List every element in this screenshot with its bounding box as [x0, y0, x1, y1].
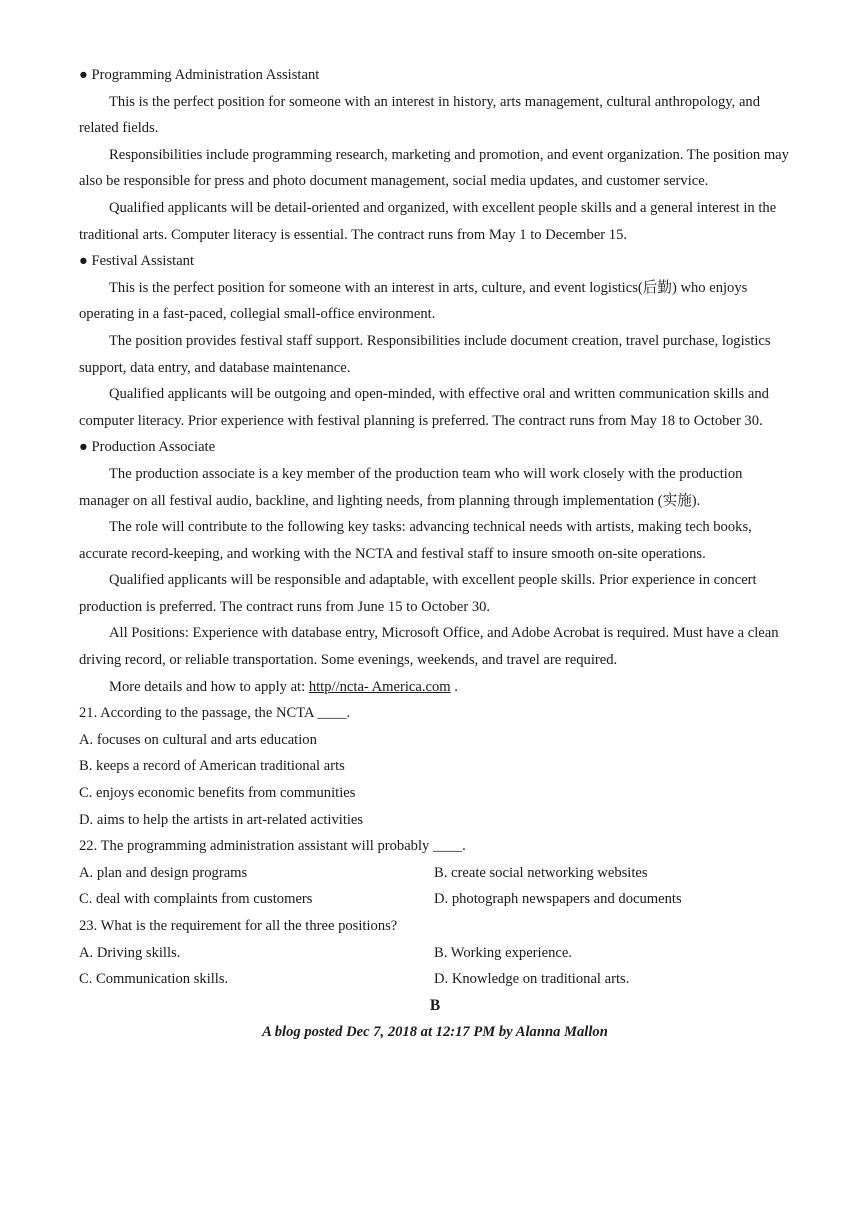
question-stem: 22. The programming administration assistant will probably ____. [79, 838, 466, 855]
question-stem: 23. What is the requirement for all the three positions? [79, 918, 398, 934]
all-positions-note: All Positions: Experience with database entry, Microsoft Office, and Adobe Acrobat is required. Must have a clean driving record, or reliable transportation. Some evenings, weekends, and travel are required. [79, 625, 779, 669]
option-row [79, 940, 791, 967]
position-paragraph: This is the perfect position for someone with an interest in arts, culture, and event logistics(后勤) who enjoys operating in a fast-paced, collegial small-office environment. [79, 279, 748, 323]
position-paragraph: This is the perfect position for someone with an interest in history, arts management, cultural anthropology, and related fields. [79, 93, 761, 137]
document-page [79, 62, 791, 1046]
question-22 [79, 833, 791, 913]
question-option: B. create social networking websites [434, 864, 648, 881]
position-paragraph: Responsibilities include programming research, marketing and promotion, and event organization. The position may also be responsible for press and photo document management, social media updates, and customer service. [79, 146, 789, 190]
position-title: ● Production Associate [79, 439, 216, 456]
position-production-associate [79, 434, 791, 620]
question-option: D. photograph newspapers and documents [434, 891, 682, 908]
question-stem: 21. According to the passage, the NCTA ____. [79, 705, 351, 722]
option-row [79, 966, 791, 993]
question-option: D. aims to help the artists in art-related activities [79, 811, 364, 828]
position-paragraph: Qualified applicants will be outgoing and open-minded, with effective oral and written communication skills and computer literacy. Prior experience with festival planning is preferred. The contract runs from May 18 to October 30. [79, 386, 769, 429]
position-paragraph: The production associate is a key member of the production team who will work closely with the production manager on all festival audio, backline, and lighting needs, from planning through implementation (实施). [79, 465, 743, 509]
position-festival-assistant [79, 248, 791, 434]
apply-link[interactable]: http//ncta- America.com [308, 678, 451, 695]
question-option: C. Communication skills. [79, 971, 229, 988]
question-23 [79, 913, 791, 993]
position-paragraph: The position provides festival staff support. Responsibilities include document creation, travel purchase, logistics support, data entry, and database maintenance. [79, 332, 771, 376]
question-option: A. Driving skills. [79, 944, 181, 961]
position-programming-administration-assistant [79, 62, 791, 248]
question-option: C. deal with complaints from customers [79, 891, 313, 908]
position-title: ● Festival Assistant [79, 253, 195, 270]
more-details-suffix: . [450, 678, 458, 695]
more-details-line [79, 674, 791, 701]
question-option: A. focuses on cultural and arts education [79, 731, 317, 748]
position-paragraph: The role will contribute to the following key tasks: advancing technical needs with artists, making tech books, accurate record-keeping, and working with the NCTA and festival staff to insure smooth on-site operations. [79, 519, 752, 562]
section-label: B [429, 996, 441, 1014]
question-option: C. enjoys economic benefits from communities [79, 785, 356, 802]
position-paragraph: Qualified applicants will be detail-oriented and organized, with excellent people skills and a general interest in the traditional arts. Computer literacy is essential. The contract runs from May 1 to December 15. [79, 199, 777, 243]
position-paragraph: Qualified applicants will be responsible and adaptable, with excellent people skills. Prior experience in concert production is preferred. The contract runs from June 15 to October 30. [79, 572, 757, 615]
option-row [79, 886, 791, 913]
question-option: B. keeps a record of American traditional arts [79, 758, 345, 775]
question-option: D. Knowledge on traditional arts. [434, 971, 630, 988]
blog-byline: A blog posted Dec 7, 2018 at 12:17 PM by Alanna Mallon [262, 1024, 608, 1041]
question-option: B. Working experience. [434, 944, 572, 961]
option-row [79, 860, 791, 887]
question-option: A. plan and design programs [79, 864, 248, 881]
position-title: ● Programming Administration Assistant [79, 67, 320, 83]
more-details-prefix: More details and how to apply at: [109, 678, 309, 695]
question-21 [79, 700, 791, 833]
